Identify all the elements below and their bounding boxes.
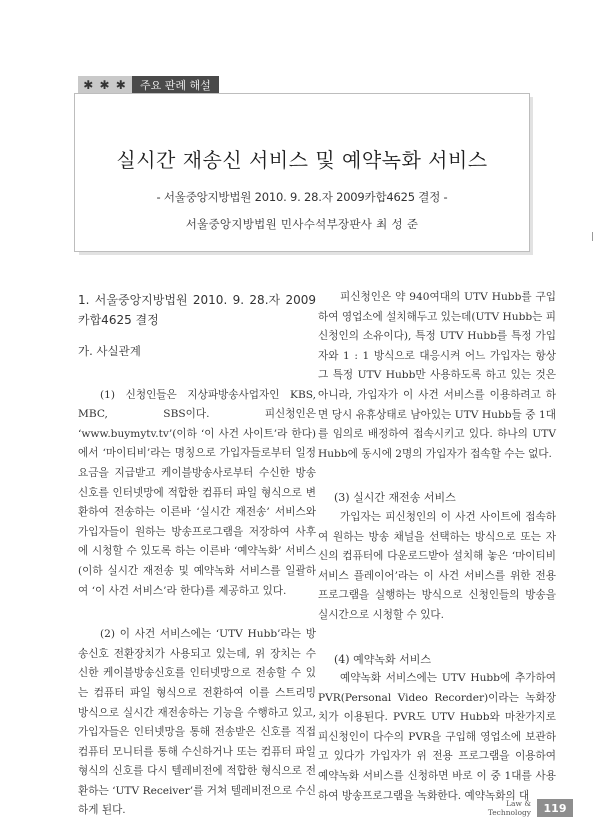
article-subtitle: - 서울중앙지방법원 2010. 9. 28.자 2009카합4625 결정 - — [156, 190, 448, 204]
article-author: 서울중앙지방법원 민사수석부장판사 최 성 준 — [185, 217, 419, 231]
section-title: 1. 서울중앙지방법원 2010. 9. 28.자 2009카합4625 결정 — [78, 293, 316, 327]
page-number: 119 — [537, 799, 573, 817]
subsection-4-title: (4) 예약녹화 서비스 — [334, 652, 431, 666]
left-paragraph-1: (1) 신청인들은 지상파방송사업자인 KBS, MBC, SBS이다. 피신청인은 ‘www.buymytv.tv’(이하 ‘이 사건 사이트’라 한다)에서 ‘마이티비’라는 명칭으로 가입자들로부터 일정 요금을 지급받고 케이블방송사로부터 수신한 방송신호를 인터넷망에 적합한 컴퓨터 파일 형식으로 변환하여 전송하는 이른바 ‘실시간 재전송’ 서비스와 가입자들이 원하는 방송프로그램을 저장하여 사후에 시청할 수 있도록 하는 이른바 ‘예약녹화’ 서비스(이하 실시간 재전송 및 예약녹화 서비스를 일괄하여 ‘이 사건 서비스’라 한다)를 제공하고 있다. — [78, 388, 316, 597]
subsection-title: 가. 사실관계 — [78, 344, 141, 358]
subsection-4-body: 예약녹화 서비스에는 UTV Hubb에 추가하여 PVR(Personal Video Recorder)이라는 녹화장치가 이용된다. PVR도 UTV Hubb와 마찬가지로 피신청인이 다수의 PVR을 구입해 영업소에 보관하고 있다가 가입자가 위 전용 프로그램을 이용하여 예약녹화 서비스를 신청하면 바로 이 중 1대를 사용하여 방송프로그램을 녹화한다. 예약녹화의 대 — [318, 672, 556, 802]
article-header-box — [74, 93, 530, 252]
journal-name: Law & Technology — [487, 799, 531, 817]
category-stars: ✱ ✱ ✱ — [78, 76, 132, 93]
right-column — [318, 288, 556, 806]
page-footer — [470, 799, 573, 817]
subsection-3-title: (3) 실시간 재전송 서비스 — [334, 491, 456, 505]
left-paragraph-2: (2) 이 사건 서비스에는 ‘UTV Hubb’라는 방송신호 전환장치가 사용되고 있는데, 위 장치는 수신한 케이블방송신호를 인터넷망으로 전송할 수 있는 컴퓨터 파일 형식으로 전환하여 이를 스트리밍 방식으로 실시간 재전송하는 기능을 수행하고 있고, 가입자들은 인터넷망을 통해 전송받은 신호를 직접 컴퓨터 모니터를 통해 수신하거나 또는 컴퓨터 파일 형식의 신호를 다시 텔레비전에 적합한 형식으로 전환하는 ‘UTV Receiver’를 거쳐 텔레비전으로 수신하게 된다. — [78, 628, 316, 817]
article-title: 실시간 재송신 서비스 및 예약녹화 서비스 — [116, 148, 488, 172]
category-tab — [78, 76, 219, 93]
left-column — [78, 290, 316, 821]
subsection-3-body: 가입자는 피신청인의 이 사건 사이트에 접속하여 원하는 방송 채널을 선택하는 방식으로 또는 자신의 컴퓨터에 다운로드받아 설치해 놓은 ‘마이티비 서비스 플레이어’라는 이 사건 서비스를 위한 전용 프로그램을 실행하는 방식으로 신청인들의 방송을 실시간으로 시청할 수 있다. — [318, 510, 556, 621]
category-label: 주요 판례 해설 — [132, 76, 219, 93]
edge-mark — [592, 232, 593, 241]
right-paragraph-1: 피신청인은 약 940여대의 UTV Hubb를 구입하여 영업소에 설치해두고 있는데(UTV Hubb는 피신청인의 소유이다), 특정 UTV Hubb를 특정 가입자와 1 : 1 방식으로 대응시켜 어느 가입자는 항상 그 특정 UTV Hubb만 사용하도록 하고 있는 것은 아니라, 가입자가 이 사건 서비스를 이용하려고 하면 당시 유휴상태로 남아있는 UTV Hubb들 중 1대를 임의로 배정하여 접속시키고 있다. 하나의 UTV Hubb에 동시에 2명의 가입자가 접속할 수는 없다. — [318, 291, 556, 460]
